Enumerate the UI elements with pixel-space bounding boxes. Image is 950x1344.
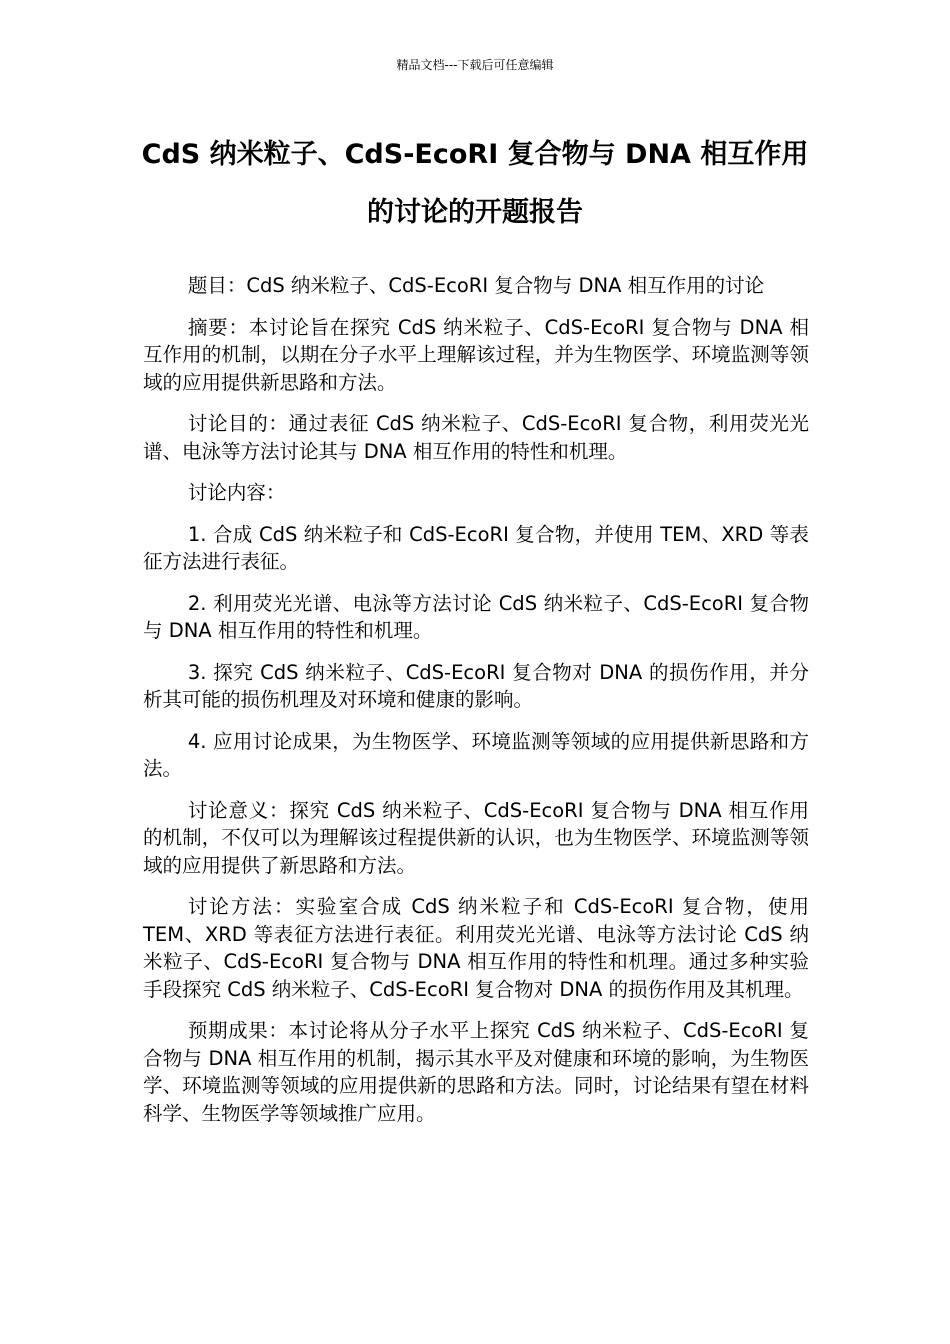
- document-body: [143, 272, 809, 1141]
- paragraph-methods: 讨论方法：实验室合成 CdS 纳米粒子和 CdS-EcoRI 复合物，使用 TEM、XRD 等表征方法进行表征。利用荧光光谱、电泳等方法讨论 CdS 纳米粒子、CdS-EcoRI 复合物与 DNA 相互作用的特性和机理。通过多种实验手段探究 CdS 纳米粒子、CdS-EcoRI 复合物对 DNA 的损伤作用及其机理。: [143, 895, 809, 1001]
- paragraph-content-item-4: 4. 应用讨论成果，为生物医学、环境监测等领域的应用提供新思路和方法。: [143, 729, 809, 780]
- paragraph-abstract: 摘要：本讨论旨在探究 CdS 纳米粒子、CdS-EcoRI 复合物与 DNA 相互作用的机制，以期在分子水平上理解该过程，并为生物医学、环境监测等领域的应用提供新思路和方法。: [143, 315, 809, 394]
- paragraph-purpose: 讨论目的：通过表征 CdS 纳米粒子、CdS-EcoRI 复合物，利用荧光光谱、电泳等方法讨论其与 DNA 相互作用的特性和机理。: [143, 412, 809, 463]
- paragraph-expected-results: 预期成果：本讨论将从分子水平上探究 CdS 纳米粒子、CdS-EcoRI 复合物与 DNA 相互作用的机制，揭示其水平及对健康和环境的影响，为生物医学、环境监测等领域的应用提供新的思路和方法。同时，讨论结果有望在材料科学、生物医学等领域推广应用。: [143, 1019, 809, 1125]
- paragraph-topic: 题目：CdS 纳米粒子、CdS-EcoRI 复合物与 DNA 相互作用的讨论: [187, 274, 765, 297]
- page-header: 精品文档---下载后可任意编辑: [396, 58, 554, 72]
- paragraph-significance: 讨论意义：探究 CdS 纳米粒子、CdS-EcoRI 复合物与 DNA 相互作用的机制，不仅可以为理解该过程提供新的认识，也为生物医学、环境监测等领域的应用提供了新思路和方法。: [143, 798, 809, 877]
- paragraph-content-item-1: 1. 合成 CdS 纳米粒子和 CdS-EcoRI 复合物，并使用 TEM、XRD 等表征方法进行表征。: [143, 522, 809, 573]
- document-title-line-2: 的讨论的开题报告: [367, 197, 583, 228]
- paragraph-content-item-2: 2. 利用荧光光谱、电泳等方法讨论 CdS 纳米粒子、CdS-EcoRI 复合物与 DNA 相互作用的特性和机理。: [143, 591, 809, 642]
- paragraph-content-item-3: 3. 探究 CdS 纳米粒子、CdS-EcoRI 复合物对 DNA 的损伤作用，并分析其可能的损伤机理及对环境和健康的影响。: [143, 660, 809, 711]
- paragraph-content-heading: 讨论内容：: [187, 481, 286, 504]
- document-title-line-1: CdS 纳米粒子、CdS-EcoRI 复合物与 DNA 相互作用: [141, 139, 809, 170]
